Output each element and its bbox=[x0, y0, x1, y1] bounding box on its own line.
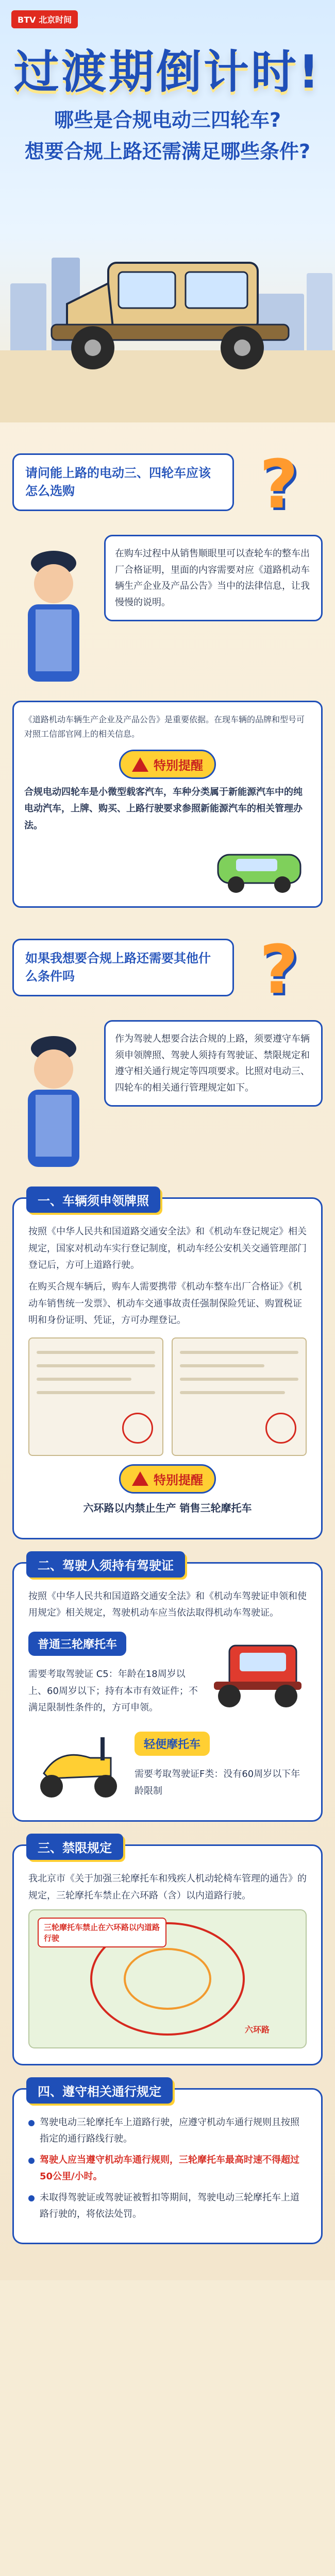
section-1-para-2: 在购买合规车辆后，购车人需要携带《机动车整车出厂合格证》《机动车销售统一发票》、机动车交通事故责任强制保险凭证、购置税证明和身份证明、凭证，方可办理登记。 bbox=[28, 1281, 302, 1326]
section-2-para-1: 按照《中华人民共和国道路交通安全法》和《机动车驾驶证申领和使用规定》相关规定，驾驶机动车应当依法取得机动车驾驶证。 bbox=[28, 1590, 307, 1618]
regulation-text: 《道路机动车辆生产企业及产品公告》是重要依据。在现车辆的品牌和型号可对照工信部官网上的相关信息。 bbox=[24, 715, 305, 739]
ring-road-label: 六环路 bbox=[244, 2025, 270, 2035]
yellow-scooter-illustration bbox=[28, 1727, 126, 1804]
answer-1-row bbox=[12, 535, 323, 689]
answer-1: 在购车过程中从销售顺眼里可以查轮车的整车出厂合格证明，里面的内容需要对应《道路机动车辆生产企业及产品公告》当中的法律信息，让我慢慢的说明。 bbox=[104, 535, 323, 621]
hero-title: 过渡期倒计时! bbox=[13, 45, 322, 98]
green-car-illustration bbox=[208, 839, 311, 896]
moped-license-pill: 轻便摩托车 bbox=[135, 1732, 210, 1756]
police-officer-illustration bbox=[12, 1020, 95, 1175]
warning-badge-1 bbox=[119, 750, 216, 779]
rule-item: 未取得驾驶证或驾驶证被暂扣等期间，驾驶电动三轮摩托车上道路行驶的，将依法处罚。 bbox=[28, 2190, 307, 2222]
vehicle-certificate-image bbox=[28, 1337, 163, 1456]
warning-label: 特别提醒 bbox=[154, 1472, 203, 1487]
warning-icon bbox=[132, 1471, 148, 1486]
rule-item: 驾驶电动三轮摩托车上道路行驶，应遵守机动车通行规则且按照指定的通行路线行驶。 bbox=[28, 2114, 307, 2147]
hero-subtitle-2: 想要合规上路还需满足哪些条件? bbox=[24, 140, 311, 163]
section-2-tag: 二、驾驶人须持有驾驶证 bbox=[26, 1551, 185, 1578]
section-restrictions bbox=[12, 1841, 323, 2065]
moped-license-text: 需要考取驾驶证F类：没有60周岁以下年龄限制 bbox=[135, 1769, 300, 1797]
warning-icon bbox=[132, 757, 148, 772]
section-1-tag: 一、车辆须申领牌照 bbox=[26, 1187, 160, 1213]
hero-subtitle-1: 哪些是合规电动三四轮车? bbox=[54, 109, 281, 131]
brand-logo: BTV 北京时间 bbox=[11, 10, 78, 28]
answer-2-row bbox=[12, 1020, 323, 1175]
section-3-tag: 三、禁限规定 bbox=[26, 1834, 123, 1860]
beijing-ring-road-map bbox=[28, 1909, 307, 2048]
question-mark-icon: ? bbox=[259, 445, 298, 523]
section-traffic-rules bbox=[12, 2084, 323, 2244]
hero-title-block bbox=[0, 36, 335, 164]
question-1: 请问能上路的电动三、四轮车应该怎么选购 bbox=[12, 453, 234, 511]
section-3-para-1: 我北京市《关于加强三轮摩托车和残疾人机动轮椅车管理的通告》的规定，三轮摩托车禁止在六环路（含）以内道路行驶。 bbox=[28, 1873, 307, 1901]
regulation-card bbox=[12, 701, 323, 908]
police-officer-illustration bbox=[12, 535, 95, 689]
warning-text-1: 合规电动四轮车是小微型载客汽车，车种分类属于新能源汽车中的纯电动汽车，上牌、购买、上路行驶要求参照新能源汽车的相关管理办法。 bbox=[24, 787, 303, 831]
sales-invoice-image bbox=[172, 1337, 307, 1456]
hero-section bbox=[0, 0, 335, 422]
question-2-banner bbox=[12, 930, 323, 1011]
electric-tricycle-illustration bbox=[36, 242, 304, 376]
question-1-banner bbox=[12, 445, 323, 526]
certificate-images bbox=[28, 1337, 307, 1456]
question-2: 如果我想要合规上路还需要其他什么条件吗 bbox=[12, 939, 234, 996]
tricycle-license-pill: 普通三轮摩托车 bbox=[28, 1632, 126, 1656]
tricycle-license-text: 需要考取驾驶证 C5：年龄在18周岁以上、60周岁以下；持有本市有效证件；不满足限制性条件的，方可申领。 bbox=[28, 1669, 198, 1714]
section-1-para-1: 按照《中华人民共和国道路交通安全法》和《机动车登记规定》相关规定，国家对机动车实行登记制度，机动车经公安机关交通管理部门登记后，方可上道路行驶。 bbox=[28, 1226, 307, 1270]
red-tricycle-illustration bbox=[209, 1635, 307, 1713]
section-4-tag: 四、遵守相关通行规定 bbox=[26, 2077, 173, 2104]
answer-2: 作为驾驶人想要合法合规的上路，须要遵守车辆须申领牌照、驾驶人须持有驾驶证、禁限规定和遵守相关通行规定等四项要求。比照对电动三、四轮车的相关通行管理规定如下。 bbox=[104, 1020, 323, 1107]
question-mark-icon: ? bbox=[259, 930, 298, 1009]
warning-badge-2 bbox=[119, 1464, 216, 1494]
map-label: 三轮摩托车禁止在六环路以内道路行驶 bbox=[38, 1918, 166, 1947]
warning-label: 特别提醒 bbox=[154, 758, 203, 773]
section-license-plate bbox=[12, 1194, 323, 1539]
rule-item: 驾驶人应当遵守机动车通行规则，三轮摩托车最高时速不得超过50公里/小时。 bbox=[28, 2152, 307, 2184]
warning-text-2: 六环路以内禁止生产 销售三轮摩托车 bbox=[83, 1501, 252, 1514]
section-driver-license bbox=[12, 1558, 323, 1822]
